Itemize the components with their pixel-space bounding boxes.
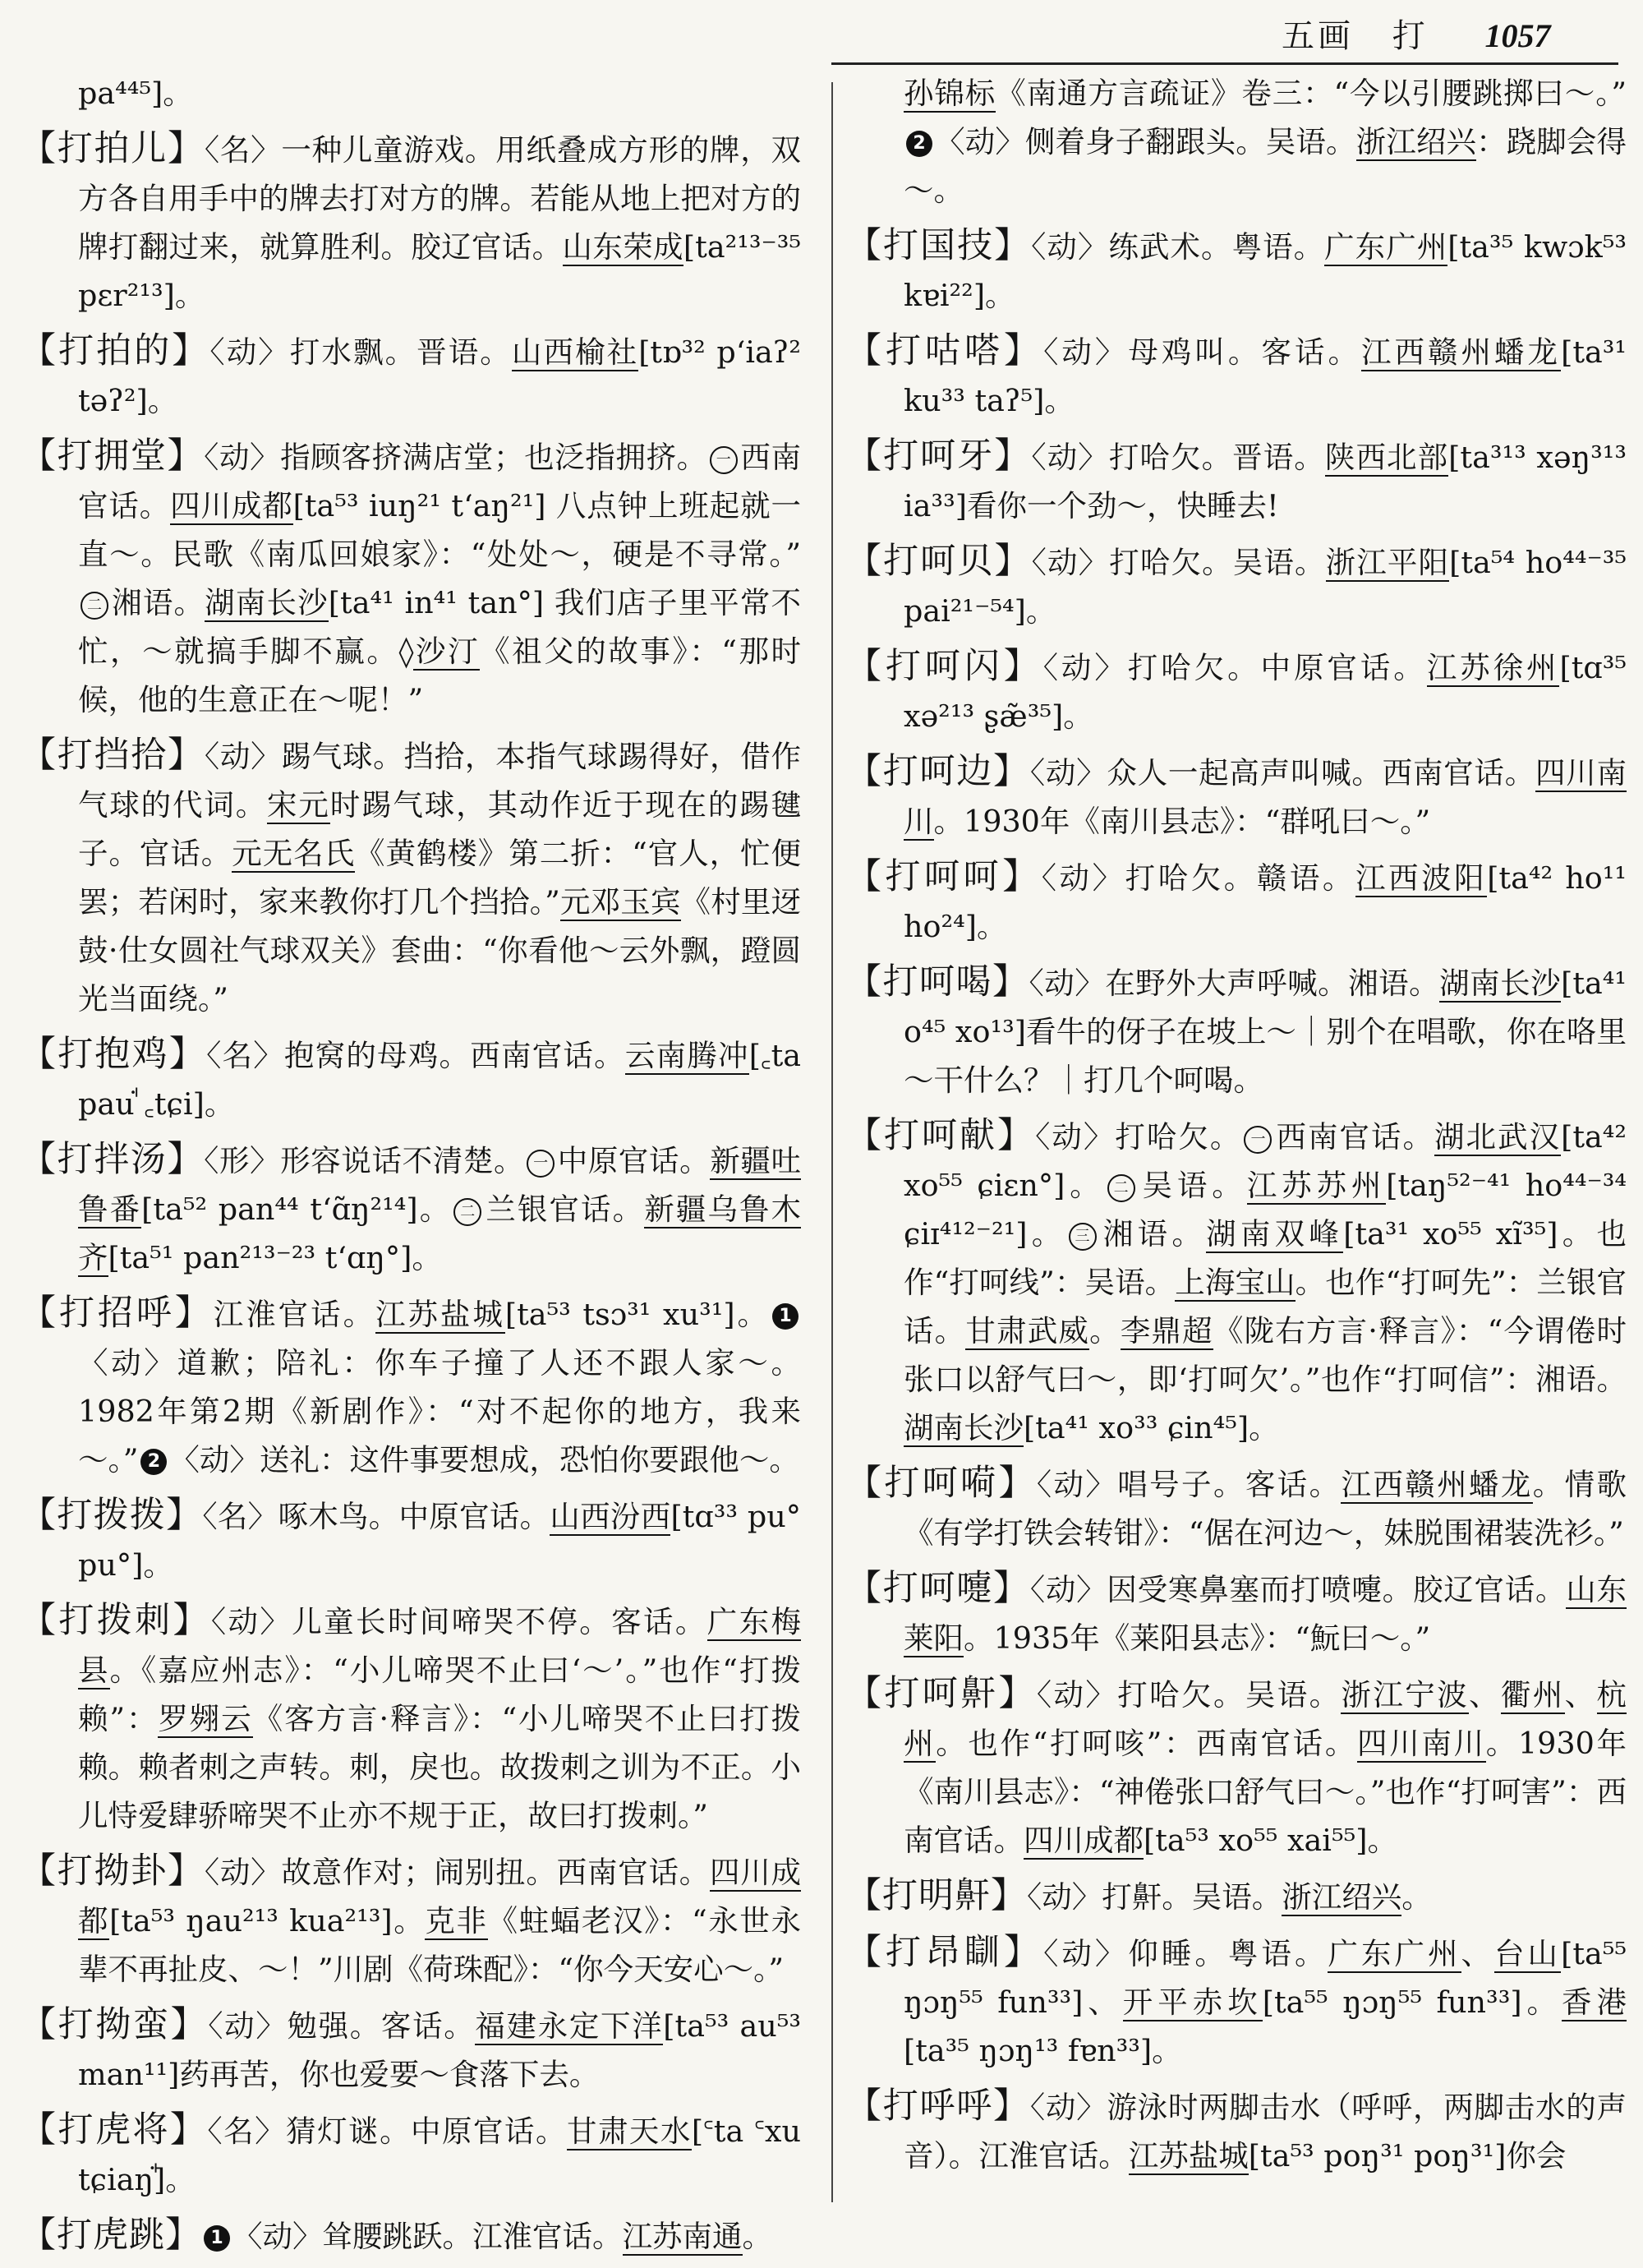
definition-text: [ta³⁵ ŋɔŋ¹³ fɐn³³]。 [904,2033,1182,2068]
definition-text: [ta³⁵ kwɔk⁵³ kɐi²²]。 [904,229,1627,313]
definition-text: 《村里迓鼓·仕女圆社气球双关》套曲：“你看他～云外飘，蹬圆光当面绕。” [78,884,801,1016]
place-name: 陕西北部 [1324,440,1449,475]
definition-text: [ta⁵³ ŋau²¹³ kua²¹³]。 [109,1903,426,1938]
header-rule [831,62,1618,65]
headword: 【打呵闪】 [846,646,1043,687]
headword: 【打呵鼾】 [846,1673,1037,1714]
definition-text: [ta⁵⁵ ŋɔŋ⁵⁵ fun³³]、 [904,1936,1627,2020]
place-name: 江西赣州蟠龙 [1360,334,1562,370]
place-name: 广东广州 [1324,229,1448,265]
dictionary-entry [846,853,1627,951]
place-name: 杭州 [904,1677,1627,1761]
dictionary-entry [21,1289,801,1484]
dictionary-entry [846,537,1627,635]
definition-text: [ta⁴² xo⁵⁵ ɕiɛn°]。 [904,1119,1627,1203]
place-name: 四川成都 [78,1855,802,1938]
sense-number-outlined: 二 [453,1198,481,1226]
definition-text: 〈动〉耸腰跳跃。江淮官话。 [232,2219,623,2254]
page-number: 1057 [1484,17,1551,54]
dictionary-entry [846,1929,1627,2075]
definition-text: 〈动〉母鸡叫。客话。 [1043,334,1361,370]
dictionary-entry [21,1597,801,1840]
definition-text: 。也作“打呵咳”：西南官话。 [936,1726,1358,1761]
definition-text: [ta⁵³ tsɔ³¹ xu³¹]。 [504,1297,770,1332]
definition-text: [ta⁵³ au⁵³ man¹¹]药再苦，你也爱要～食落下去。 [78,2008,802,2092]
place-name: 浙江宁波 [1341,1677,1469,1713]
place-name: 四川南川 [904,755,1627,839]
definition-text: [ta⁴² ho¹¹ ho²⁴]。 [904,860,1627,944]
dictionary-entry [846,222,1627,320]
page-header [1282,12,1627,61]
definition-text: 湘语。 [111,585,205,620]
headword: 【打呵喝】 [846,961,1029,1003]
place-name: 江苏南通 [622,2219,743,2254]
headword: 【打呵牙】 [846,436,1032,477]
definition-text: 〈动〉仰睡。粤语。 [1043,1936,1328,1971]
definition-text: 〈动〉儿童长时间啼哭不停。客话。 [210,1604,707,1639]
sense-number-filled: 1 [772,1303,798,1330]
definition-text: [ta⁵² pan⁴⁴ tʻɑ̃ŋ²¹⁴]。 [141,1192,452,1227]
place-name: 湖北武汉 [1434,1119,1562,1155]
dictionary-entry [846,432,1627,530]
place-name: 江苏盐城 [375,1297,505,1332]
place-name: 山西汾西 [550,1499,671,1534]
place-name: 江西赣州蟠龙 [1341,1467,1533,1502]
place-name: 浙江绍兴 [1355,124,1477,159]
header-character: 打 [1392,17,1425,55]
definition-text: 〈动〉指顾客挤满店堂；也泛指拥挤。 [204,440,707,475]
place-name: 四川成都 [170,488,293,523]
definition-text: 。 [1401,1879,1432,1915]
dictionary-entry [846,1459,1627,1557]
definition-text: 〈动〉打哈欠。吴语。 [1036,1677,1342,1713]
right-column [846,69,1627,2187]
definition-text: [ta⁵³ iuŋ²¹ tʻaŋ²¹] 八点钟上班起就一直～。民歌《南瓜回娘家》：“处处～，硬是不寻常。” [78,488,802,572]
dictionary-entry [21,125,801,320]
place-name: 元邓玉宾 [559,884,681,920]
definition-text: [ta⁵⁵ ŋɔŋ⁵⁵ fun³³]。 [1262,1984,1562,2020]
place-name: 衢州 [1500,1677,1565,1713]
sense-number-outlined: 一 [710,446,738,474]
dictionary-entry [846,327,1627,425]
definition-text: pa⁴⁴⁵]。 [78,76,193,111]
definition-text: 〈动〉打水飘。晋语。 [209,334,512,370]
headword: 【打呵贝】 [846,541,1032,582]
headword: 【打呵献】 [846,1115,1036,1156]
sense-number-filled: 1 [204,2225,230,2252]
sense-number-outlined: 二 [81,592,108,620]
definition-text: 《祖父的故事》：“那时候，他的生意正在～呢！” [78,634,801,717]
definition-text: 〈动〉打哈欠。 [1035,1119,1242,1155]
definition-text: [꜀ta pauꜗ ꜀tɕi]。 [78,1038,802,1122]
definition-text: 。 [742,2219,772,2254]
sense-number-filled: 2 [140,1449,167,1475]
place-name: 湖南长沙 [1439,966,1562,1001]
headword: 【打虎将】 [21,2109,208,2150]
headword: 【打明鼾】 [846,1875,1027,1916]
definition-text: 、 [1461,1936,1495,1971]
definition-text: 。1930年《南川县志》：“神倦张口舒气曰～。”也作“打呵害”：西南官话。 [904,1726,1627,1858]
headword: 【打抱鸡】 [21,1034,207,1075]
definition-text: [tɑ³⁵ xə²¹³ ʂæ̃³⁵]。 [904,650,1627,734]
dictionary-entry [846,2082,1627,2180]
definition-text: 〈动〉侧着身子翻跟头。吴语。 [935,124,1356,159]
definition-text: 中原官话。 [557,1143,711,1178]
dictionary-entry [21,1847,801,1994]
definition-text: 〈动〉踢气球。挡拾，本指气球踢得好，借作气球的代词。 [78,739,802,823]
headword: 【打呵呵】 [846,856,1042,897]
place-name: 李鼎超 [1120,1313,1213,1348]
sense-number-outlined: 一 [527,1150,555,1178]
definition-text: 。《嘉应州志》：“小儿啼哭不止曰‘～’。”也作“打拨赖”： [78,1653,802,1736]
definition-text: 〈动〉送礼：这件事要想成，恐怕你要跟他～。 [169,1442,799,1477]
headword: 【打呵边】 [846,751,1030,792]
dictionary-entry [846,1670,1627,1865]
definition-text: 〈动〉故意作对；闹别扭。西南官话。 [204,1855,710,1890]
definition-text: 。 [1089,1313,1121,1348]
definition-text: 湘语。 [1098,1216,1207,1252]
place-name: 广东广州 [1328,1936,1461,1971]
definition-text: 〈动〉打哈欠。中原官话。 [1042,650,1427,685]
definition-text: 〈名〉一种儿童游戏。用纸叠成方形的牌，双方各自用手中的牌去打对方的牌。若能从地上把对方的牌打翻过来，就算胜利。胶辽官话。 [78,132,802,265]
definition-text: [ta³¹³ xəŋ³¹³ ia³³]看你一个劲～，快睡去! [904,440,1627,523]
definition-text: 时踢气球，其动作近于现在的踢毽子。官话。 [78,787,802,871]
definition-text: 。也作“打呵先”：兰银官话。 [904,1265,1627,1348]
definition-text: 〈动〉打哈欠。赣语。 [1041,860,1355,896]
dictionary-entry [846,1872,1627,1921]
sense-number-filled: 2 [906,131,932,157]
definition-text: 〈动〉勉强。客话。 [208,2008,476,2044]
definition-text: 西南官话。 [1274,1119,1435,1155]
place-name: 香港 [1562,1984,1627,2020]
place-name: 山西榆社 [511,334,639,370]
headword: 【打招呼】 [21,1293,214,1334]
place-name: 台山 [1494,1936,1562,1971]
headword: 【打呼呼】 [846,2086,1030,2127]
headword: 【打呵嚏】 [846,1568,1030,1609]
place-name: 沙汀 [413,634,481,669]
header-section: 五画 [1282,17,1354,55]
definition-text: 〈动〉练武术。粤语。 [1031,229,1325,265]
headword: 【打拌汤】 [21,1139,205,1180]
definition-text: [ta⁵¹ pan²¹³⁻²³ tʻɑŋ°]。 [108,1240,442,1275]
place-name: 四川南川 [1357,1726,1486,1761]
definition-text: [ta²¹³⁻³⁵ pɛr²¹³]。 [78,229,802,313]
definition-text: 《客方言·释言》：“小儿啼哭不止曰打拨赖。赖者刺之声转。刺，戾也。故拨刺之训为不正。小儿恃爱肆骄啼哭不止亦不规于正，故曰打拨刺。” [78,1701,801,1833]
definition-text: 江淮官话。 [213,1297,376,1332]
definition-text: [ta⁴¹ in⁴¹ tan°] 我们店子里平常不忙，～就搞手脚不赢。◊ [78,585,801,669]
definition-text: 兰银官话。 [484,1192,645,1227]
dictionary-entry [21,2001,801,2099]
place-name: 湖南长沙 [205,585,329,620]
headword: 【打咕嗒】 [846,330,1044,371]
headword: 【打拨刺】 [21,1600,211,1641]
headword: 【打拗卦】 [21,1851,205,1892]
dictionary-entry [21,731,801,1023]
definition-text: 西南官话。 [78,440,802,523]
definition-text: 〈动〉唱号子。客话。 [1036,1467,1342,1502]
definition-text: 。1930年《南川县志》：“群吼曰～。” [933,804,1431,839]
dictionary-entry [21,1136,801,1282]
definition-text: 《蛀蝠老汉》：“永世永辈不再扯皮、～！”川剧《荷珠配》：“你今天安心～。” [78,1903,802,1987]
definition-text: 、 [1564,1677,1597,1713]
left-column [21,69,801,2268]
place-name: 上海宝山 [1175,1265,1296,1300]
place-name: 新疆乌鲁木齐 [78,1192,802,1275]
place-name: 克非 [425,1903,488,1938]
dictionary-entry [846,958,1627,1104]
headword: 【打拍儿】 [21,128,205,169]
place-name: 山东荣成 [562,229,683,265]
column-divider [831,82,833,2202]
dictionary-entry [21,2106,801,2204]
definition-text: ：跷脚会得～。 [904,124,1627,208]
definition-text: [ta³¹ xo⁵⁵ xĩ³⁵]。也作“打呵线”：吴语。 [904,1216,1627,1300]
place-name: 新疆吐鲁番 [78,1143,802,1227]
definition-text: 〈动〉在野外大声呼喊。湘语。 [1029,966,1440,1001]
place-name: 开平赤坎 [1122,1984,1263,2020]
definition-text: 〈名〉抱窝的母鸡。西南官话。 [206,1038,625,1073]
place-name: 湖南长沙 [904,1410,1024,1445]
headword: 【打呵嗬】 [846,1463,1037,1504]
place-name: 江苏徐州 [1426,650,1560,685]
dictionary-entry [846,748,1627,846]
definition-text: 〈动〉打鼾。吴语。 [1027,1879,1282,1915]
definition-text: 〈形〉形容说话不清楚。 [204,1143,525,1178]
headword: 【打昂瞓】 [846,1932,1044,1973]
dictionary-entry [21,2211,801,2261]
headword: 【打挡拾】 [21,735,205,776]
definition-text: [ta⁴¹ o⁴⁵ xo¹³]看牛的伢子在坡上～｜别个在唱歌，你在咯里～干什么？｜打几个呵喝。 [904,966,1627,1098]
place-name: 湖南双峰 [1206,1216,1344,1252]
entry-continuation [21,69,801,118]
definition-text: [tɒ³² pʻiaʔ² təʔ²]。 [78,334,802,418]
headword: 【打国技】 [846,225,1032,266]
dictionary-entry [21,1030,801,1128]
dictionary-entry [846,1112,1627,1452]
sense-number-outlined: 三 [1069,1223,1097,1251]
place-name: 江苏盐城 [1128,2138,1249,2174]
place-name: 宋元 [267,787,330,823]
dictionary-entry [846,1565,1627,1662]
definition-text: [ta⁴¹ xo³³ ɕin⁴⁵]。 [1024,1410,1279,1445]
dictionary-entry [21,327,801,425]
definition-text: 〈动〉因受寒鼻塞而打喷嚏。胶辽官话。 [1029,1572,1567,1607]
definition-text: 〈动〉打哈欠。吴语。 [1031,545,1326,580]
definition-text: 、 [1469,1677,1501,1713]
headword: 【打拍的】 [21,330,210,371]
definition-text: [ta⁵³ poŋ³¹ poŋ³¹]你会 [1248,2138,1567,2174]
headword: 【打拥堂】 [21,436,205,477]
place-name: 山东莱阳 [904,1572,1627,1656]
headword: 【打拗蛮】 [21,2004,209,2045]
definition-text: 吴语。 [1137,1168,1247,1203]
definition-text: 〈动〉道歉；陪礼：你车子撞了人还不跟人家～。1982年第2期《新剧作》：“对不起你的地方，我来～。” [78,1345,801,1477]
place-name: 浙江绍兴 [1282,1879,1402,1915]
definition-text: 《南通方言疏证》卷三：“今以引腰跳掷曰～。” [996,76,1627,111]
dictionary-entry [21,432,801,724]
place-name: 福建永定下洋 [475,2008,664,2044]
definition-text: 〈名〉猜灯谜。中原官话。 [207,2114,567,2149]
place-name: 云南腾冲 [624,1038,749,1073]
definition-text: 〈动〉游泳时两脚击水（呼呼，两脚击水的声音）。江淮官话。 [904,2090,1627,2174]
place-name: 甘肃武威 [965,1313,1090,1348]
sense-number-outlined: 二 [1107,1174,1135,1202]
entry-continuation [846,69,1627,214]
definition-text: [ta⁵³ xo⁵⁵ xai⁵⁵]。 [1144,1823,1397,1858]
place-name: 广东梅县 [78,1604,802,1688]
dictionary-entry [21,1491,801,1589]
place-name: 江西波阳 [1355,860,1488,896]
definition-text: 《陇右方言·释言》：“今谓倦时张口以舒气曰～，即‘打呵欠’。”也作“打呵信”：湘语。 [904,1313,1627,1397]
place-name: 浙江平阳 [1325,545,1450,580]
place-name: 孙锦标 [904,76,996,111]
definition-text: [ta³¹ ku³³ taʔ⁵]。 [904,334,1627,418]
definition-text: [taŋ⁵²⁻⁴¹ ho⁴⁴⁻³⁴ ɕiɪ⁴¹²⁻²¹]。 [904,1168,1627,1252]
place-name: 罗翙云 [158,1701,253,1736]
definition-text: [tɑ³³ pu° pu°]。 [78,1499,802,1583]
definition-text: 。情歌《有学打铁会转钳》：“倨在河边～，妹脱围裙装洗衫。” [904,1467,1627,1551]
definition-text: 〈名〉啄木鸟。中原官话。 [202,1499,550,1534]
dictionary-entry [846,643,1627,740]
place-name: 元无名氏 [232,836,356,871]
place-name: 四川成都 [1024,1823,1144,1858]
definition-text: [ta⁵⁴ ho⁴⁴⁻³⁵ pai²¹⁻⁵⁴]。 [904,545,1627,629]
headword: 【打虎跳】 [21,2215,201,2256]
place-name: 江苏苏州 [1246,1168,1387,1203]
definition-text: 〈动〉众人一起高声叫喊。西南官话。 [1029,755,1535,791]
sense-number-outlined: 一 [1244,1126,1272,1154]
definition-text: 。1935年《莱阳县志》：“魭曰～。” [964,1620,1431,1656]
place-name: 甘肃天水 [566,2114,692,2149]
headword: 【打拨拨】 [21,1495,203,1536]
definition-text: [꜂ta ꜂xu tɕiaŋꜗ]。 [78,2114,802,2197]
definition-text: 〈动〉打哈欠。晋语。 [1031,440,1325,475]
definition-text: 《黄鹤楼》第二折：“官人，忙便罢；若闲时，家来教你打几个挡拾。” [78,836,801,920]
